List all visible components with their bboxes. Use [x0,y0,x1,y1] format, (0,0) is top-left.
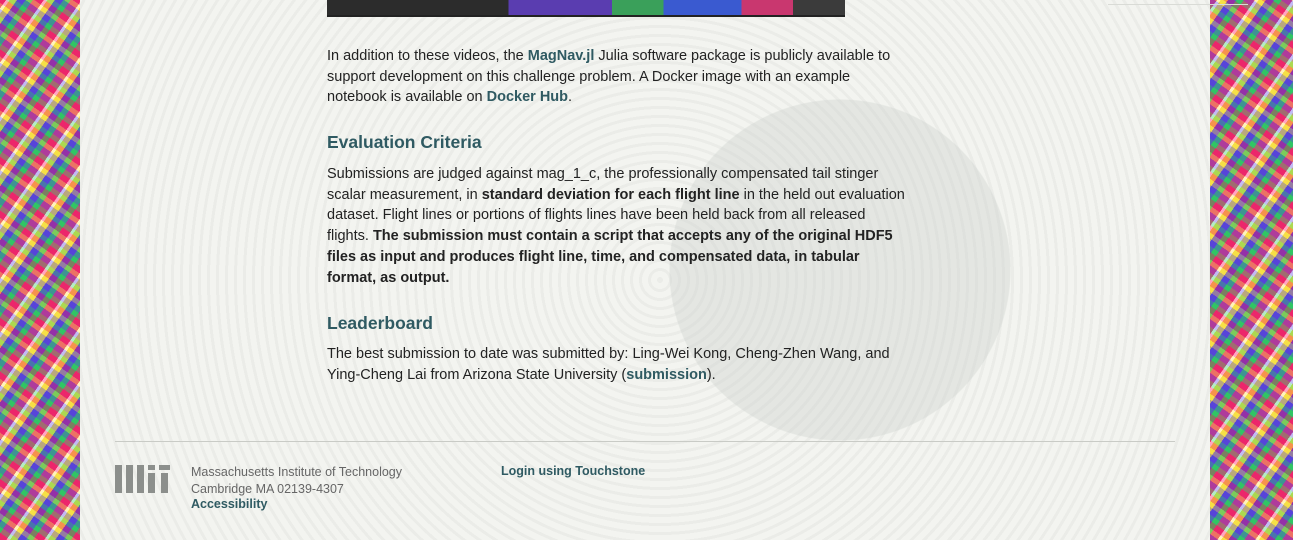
leaderboard-text-b: ). [706,366,716,383]
footer-divider [115,441,1175,442]
leaderboard-text-a: The best submission to date was submitted by: Ling-Wei Kong, Cheng-Zhen Wang, and Ying-Cheng Lai from Arizona State University ( [327,346,890,383]
evaluation-paragraph [327,164,907,288]
leaderboard-paragraph [327,344,907,385]
footer-address: Cambridge MA 02139-4307 [191,482,344,496]
intro-text-b: Julia software package is publicly available to support development on this challenge problem. A Docker image with an example notebook is available on [327,48,891,106]
mit-logo-icon[interactable] [115,465,170,493]
evaluation-heading: Evaluation Criteria [327,132,482,152]
intro-paragraph [327,46,907,108]
magnav-link[interactable]: MagNav.jl [527,48,595,64]
intro-text-c: . [568,89,573,106]
submission-link[interactable]: submission [626,366,707,383]
video-thumbnail[interactable] [327,0,845,17]
evaluation-bold-a: standard deviation for each flight line [481,186,740,203]
intro-text-a: In addition to these videos, the [327,48,528,64]
accessibility-link[interactable]: Accessibility [191,497,268,511]
evaluation-bold-b: The submission must contain a script that accepts any of the original HDF5 files as input and produces flight line, time, and compensated data, in tabular format, as output. [327,228,893,286]
leaderboard-heading: Leaderboard [327,313,433,333]
evaluation-text-b: in the held out evaluation dataset. Flight lines or portions of flights lines have been held back from all released flights. [327,186,905,245]
evaluation-text-a: Submissions are judged against mag_1_c, the professionally compensated tail stinger scalar measurement, in [327,166,879,203]
footer-org-name: Massachusetts Institute of Technology [191,465,402,479]
docker-hub-link[interactable]: Docker Hub [486,89,569,106]
sidebar-edge [1108,0,1248,5]
touchstone-login-link[interactable]: Login using Touchstone [501,464,646,478]
